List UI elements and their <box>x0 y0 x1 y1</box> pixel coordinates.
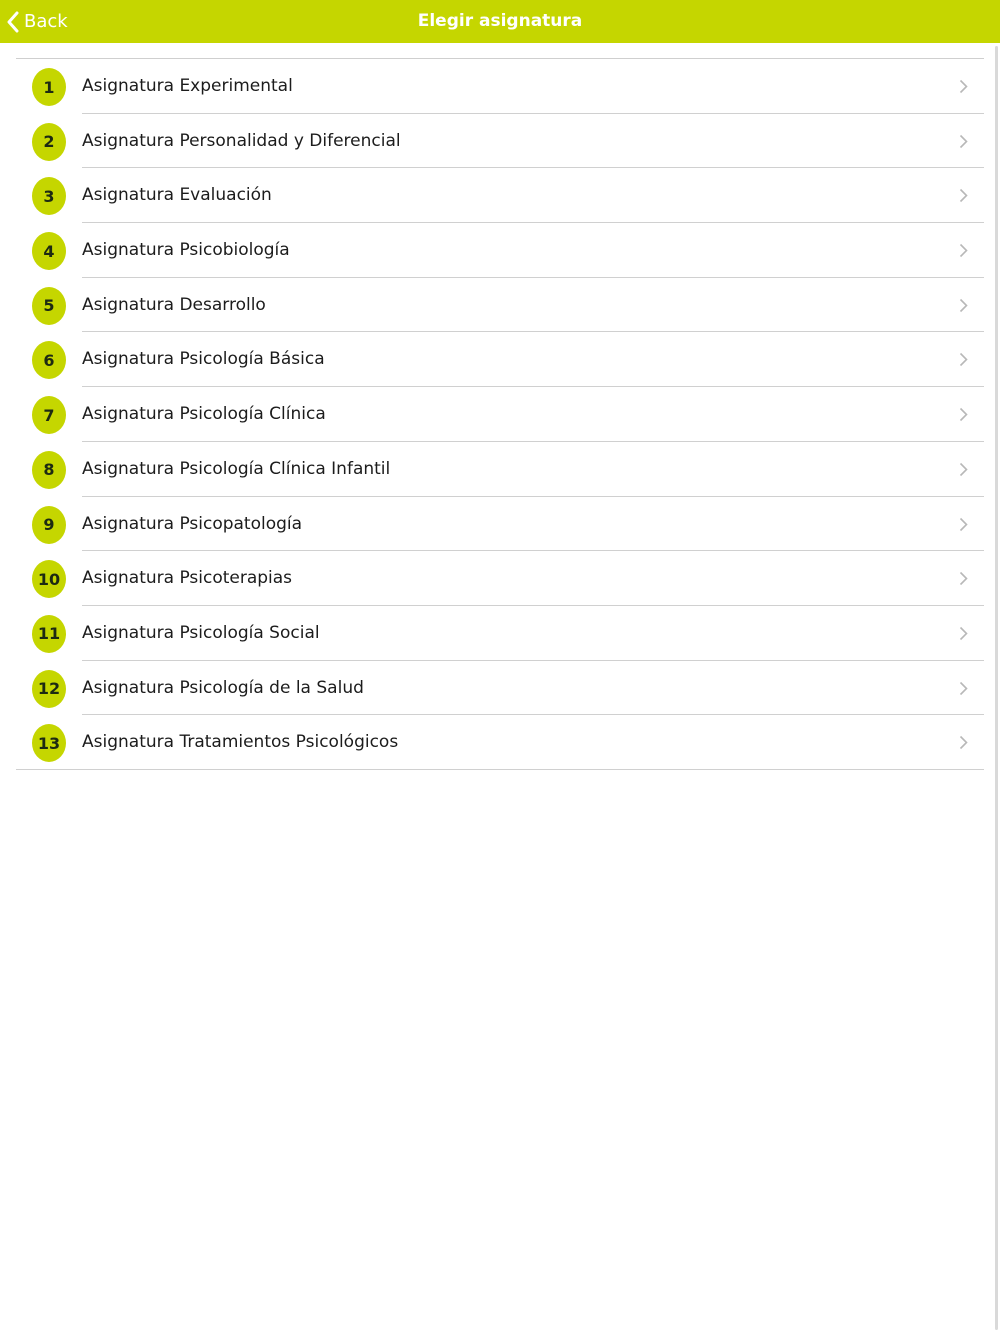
item-label: Asignatura Desarrollo <box>82 294 266 315</box>
item-label: Asignatura Psicología Social <box>82 622 320 643</box>
item-number-badge: 13 <box>32 724 66 762</box>
list-item[interactable] <box>16 497 984 552</box>
item-number-badge: 1 <box>32 68 66 106</box>
list-item[interactable] <box>16 223 984 278</box>
item-label: Asignatura Evaluación <box>82 185 272 206</box>
item-label: Asignatura Psicología Clínica Infantil <box>82 458 391 479</box>
item-number-badge: 4 <box>32 232 66 270</box>
item-label: Asignatura Personalidad y Diferencial <box>82 130 401 151</box>
chevron-right-icon <box>959 407 968 422</box>
list-item[interactable] <box>16 168 984 223</box>
list-item[interactable] <box>16 442 984 497</box>
item-label: Asignatura Psicopatología <box>82 513 303 534</box>
scrollbar-thumb[interactable] <box>995 46 998 1330</box>
item-label: Asignatura Experimental <box>82 76 293 96</box>
navigation-bar <box>0 0 1000 43</box>
item-number-badge: 12 <box>32 670 66 708</box>
list-item[interactable] <box>16 661 984 716</box>
chevron-right-icon <box>959 681 968 696</box>
item-number-badge: 3 <box>32 177 66 215</box>
item-label: Asignatura Psicología Clínica <box>82 404 326 425</box>
list-item[interactable] <box>16 332 984 387</box>
chevron-right-icon <box>959 188 968 203</box>
item-number-badge: 8 <box>32 451 66 489</box>
chevron-right-icon <box>959 462 968 477</box>
item-label: Asignatura Psicoterapias <box>82 568 293 589</box>
list-item[interactable] <box>16 606 984 661</box>
chevron-right-icon <box>959 79 968 94</box>
item-label: Asignatura Psicología de la Salud <box>82 677 364 698</box>
list-item[interactable] <box>16 715 984 770</box>
chevron-right-icon <box>959 571 968 586</box>
item-label: Asignatura Tratamientos Psicológicos <box>82 732 399 753</box>
chevron-right-icon <box>959 352 968 367</box>
chevron-right-icon <box>959 517 968 532</box>
item-number-badge: 11 <box>32 615 66 653</box>
item-number-badge: 7 <box>32 396 66 434</box>
list-item[interactable] <box>16 59 984 114</box>
list-item[interactable] <box>16 387 984 442</box>
chevron-right-icon <box>959 243 968 258</box>
item-number-badge: 5 <box>32 287 66 325</box>
item-label: Asignatura Psicología Básica <box>82 349 325 370</box>
item-label: Asignatura Psicobiología <box>82 240 290 261</box>
chevron-right-icon <box>959 134 968 149</box>
chevron-right-icon <box>959 298 968 313</box>
chevron-right-icon <box>959 735 968 750</box>
list-item[interactable] <box>16 278 984 333</box>
back-button-label: Back <box>24 11 68 32</box>
page-title: Elegir asignatura <box>417 11 583 31</box>
chevron-left-icon <box>6 11 20 33</box>
subject-list <box>16 58 984 770</box>
item-number-badge: 2 <box>32 123 66 161</box>
back-button[interactable] <box>6 0 68 43</box>
list-item[interactable] <box>16 551 984 606</box>
item-number-badge: 6 <box>32 341 66 379</box>
item-number-badge: 9 <box>32 506 66 544</box>
list-item[interactable] <box>16 114 984 169</box>
item-number-badge: 10 <box>32 560 66 598</box>
chevron-right-icon <box>959 626 968 641</box>
